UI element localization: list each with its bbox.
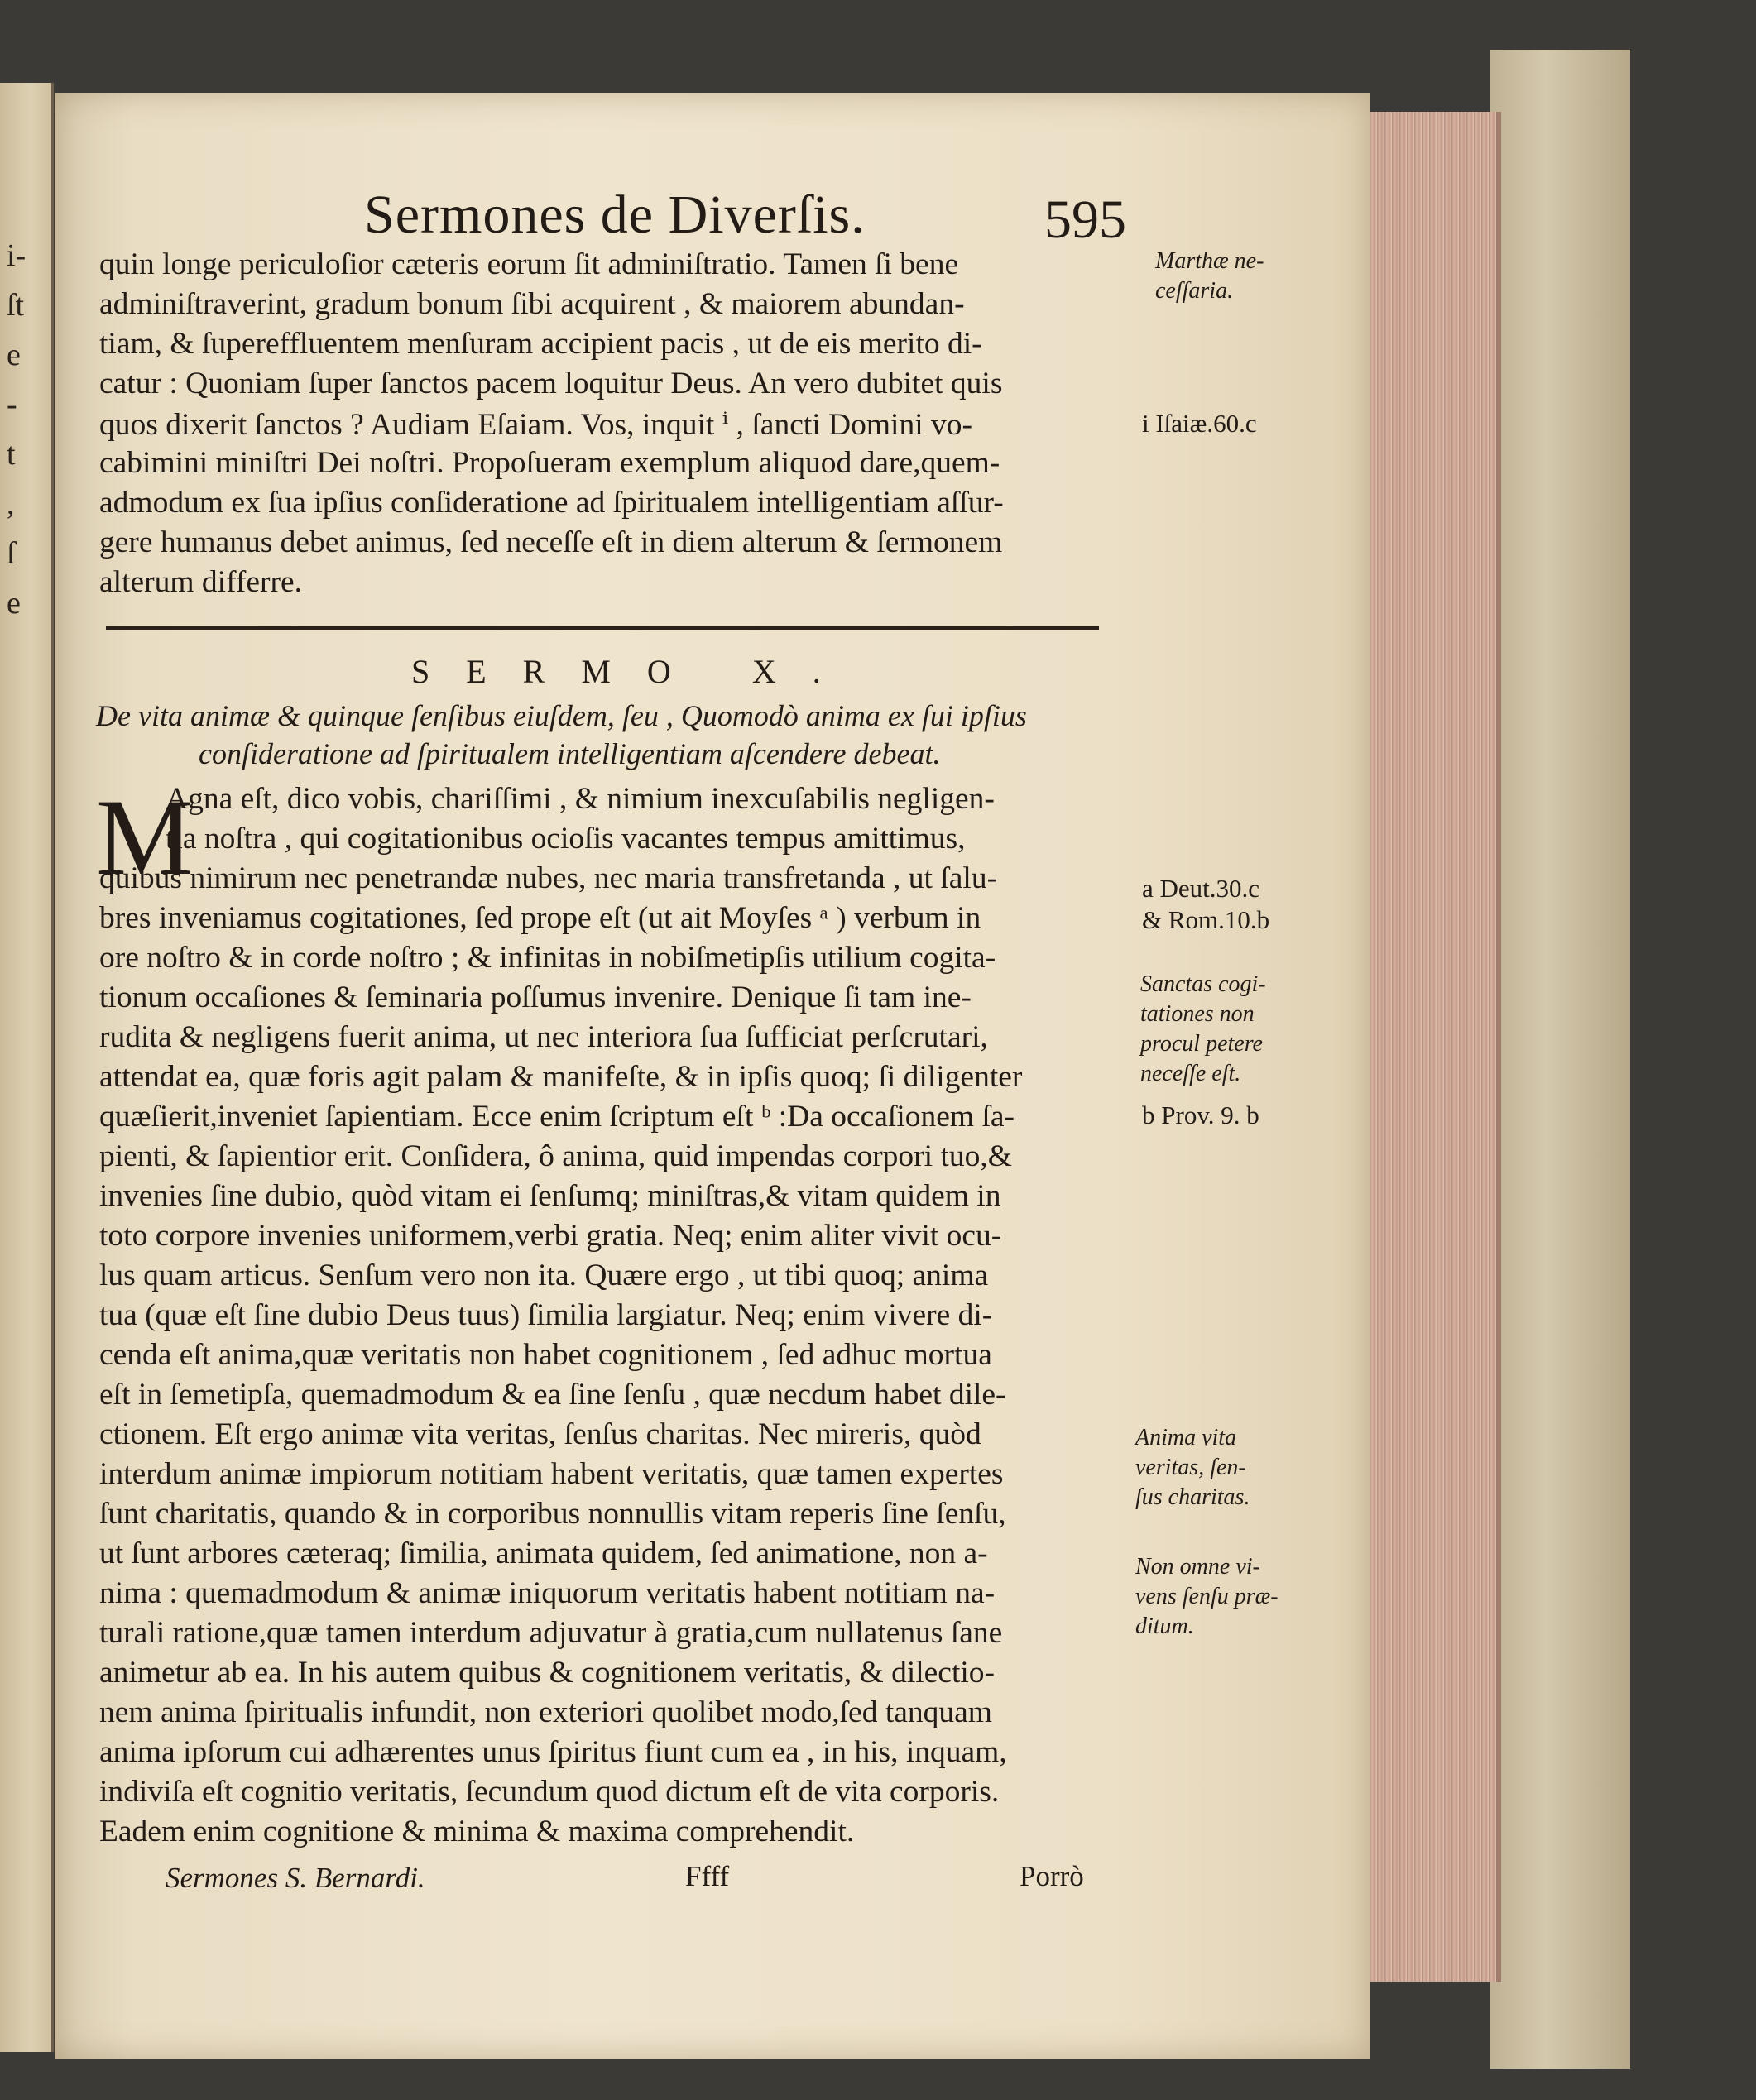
text-line: eſt in ſemetipſa, quemadmodum & ea ſine ſenſu , quæ necdum habet dile- bbox=[99, 1378, 1006, 1412]
text-line: cenda eſt anima,quæ veritatis non habet cognitionem , ſed adhuc mortua bbox=[99, 1338, 992, 1372]
margin-note: Non omne vi- bbox=[1135, 1554, 1260, 1580]
text-line: invenies ſine dubio, quòd vitam ei ſenſumq; miniſtras,& vitam quidem in bbox=[99, 1179, 1001, 1213]
margin-note: Sanctas cogi- bbox=[1140, 971, 1266, 997]
left-fragment: - bbox=[7, 387, 17, 422]
section-rule bbox=[106, 626, 1099, 630]
text-line: tiam, & ſupereffluentem menſuram accipient pacis , ut de eis merito di- bbox=[99, 327, 982, 361]
running-title: Sermones de Diverſis. bbox=[364, 185, 866, 245]
text-line: indiviſa eſt cognitio veritatis, ſecundum quod dictum eſt de vita corporis. bbox=[99, 1775, 1000, 1809]
text-line: quibus nimirum nec penetrandæ nubes, nec maria transfretanda , ut ſalu- bbox=[99, 861, 998, 895]
text-line: ſunt charitatis, quando & in corporibus nonnullis vitam reperis ſine ſenſu, bbox=[99, 1497, 1006, 1531]
left-fragment: ſ bbox=[7, 536, 16, 571]
text-line: bres inveniamus cogitationes, ſed prope eſt (ut ait Moyſes ᵃ ) verbum in bbox=[99, 901, 981, 935]
text-line: alterum differre. bbox=[99, 565, 303, 599]
text-line: adminiſtraverint, gradum bonum ſibi acquirent , & maiorem abundan- bbox=[99, 287, 965, 321]
text-line: lus quam articus. Senſum vero non ita. Quære ergo , ut tibi quoq; anima bbox=[99, 1259, 989, 1292]
margin-note: procul petere bbox=[1140, 1031, 1263, 1057]
text-line: catur : Quoniam ſuper ſanctos pacem loquitur Deus. An vero dubitet quis bbox=[99, 367, 1003, 400]
signature-mark: Ffff bbox=[685, 1860, 730, 1892]
drop-cap-initial: M bbox=[96, 776, 194, 898]
left-fragment: ſt bbox=[7, 288, 25, 323]
left-fragment: t bbox=[7, 437, 16, 472]
left-fragment: i- bbox=[7, 238, 26, 273]
text-line: tionum occaſiones & ſeminaria poſſumus invenire. Denique ſi tam ine- bbox=[99, 980, 972, 1014]
text-line: gere humanus debet animus, ſed neceſſe eſt in diem alterum & ſermonem bbox=[99, 525, 1003, 559]
text-line: animetur ab ea. In his autem quibus & cognitionem veritatis, & dilectio- bbox=[99, 1656, 996, 1690]
margin-note: neceſſe eſt. bbox=[1140, 1061, 1241, 1086]
page-number: 595 bbox=[1044, 189, 1126, 250]
margin-note: ſus charitas. bbox=[1135, 1484, 1250, 1510]
margin-reference: & Rom.10.b bbox=[1142, 905, 1270, 934]
text-line: tua (quæ eſt ſine dubio Deus tuus) ſimilia largiatur. Neq; enim vivere di- bbox=[99, 1298, 993, 1332]
footer-source: Sermones S. Bernardi. bbox=[166, 1862, 425, 1894]
text-line: Agna eſt, dico vobis, chariſſimi , & nimium inexcuſabilis negligen- bbox=[166, 782, 995, 816]
margin-note: Marthæ ne- bbox=[1155, 248, 1264, 274]
left-fragment: e bbox=[7, 338, 21, 372]
margin-note: veritas, ſen- bbox=[1135, 1455, 1246, 1480]
text-line: Eadem enim cognitione & minima & maxima comprehendit. bbox=[99, 1815, 855, 1848]
sermon-heading: SERMO X. bbox=[411, 653, 857, 690]
text-line: nima : quemadmodum & animæ iniquorum veritatis habent notitiam na- bbox=[99, 1576, 996, 1610]
text-line: toto corpore invenies uniformem,verbi gratia. Neq; enim aliter vivit ocu- bbox=[99, 1219, 1002, 1253]
text-line: turali ratione,quæ tamen interdum adjuvatur à gratia,cum nullatenus ſane bbox=[99, 1616, 1003, 1650]
text-line: interdum animæ impiorum notitiam habent veritatis, quæ tamen expertes bbox=[99, 1457, 1004, 1491]
left-fragment: e bbox=[7, 586, 21, 621]
text-line: quæſierit,inveniet ſapientiam. Ecce enim ſcriptum eſt ᵇ :Da occaſionem ſa- bbox=[99, 1100, 1015, 1134]
text-line: pienti, & ſapientior erit. Conſidera, ô anima, quid impendas corpori tuo,& bbox=[99, 1139, 1012, 1173]
text-line: quin longe periculoſior cæteris eorum ſit adminiſtratio. Tamen ſi bene bbox=[99, 247, 959, 281]
text-line: admodum ex ſua ipſius conſideratione ad ſpiritualem intelligentiam aſſur- bbox=[99, 486, 1004, 520]
margin-reference: i Iſaiæ.60.c bbox=[1142, 409, 1257, 438]
book-cover bbox=[1490, 50, 1630, 2069]
sermon-subtitle: De vita animæ & quinque ſenſibus eiuſdem, ſeu , Quomodò anima ex ſui ipſius bbox=[96, 699, 1027, 732]
text-line: ut ſunt arbores cæteraq; ſimilia, animata quidem, ſed animatione, non a- bbox=[99, 1537, 988, 1570]
text-line: attendat ea, quæ foris agit palam & manifeſte, & in ipſis quoq; ſi diligenter bbox=[99, 1060, 1023, 1094]
catchword: Porrò bbox=[1020, 1860, 1084, 1892]
margin-note: tationes non bbox=[1140, 1001, 1255, 1027]
margin-reference: b Prov. 9. b bbox=[1142, 1100, 1259, 1129]
text-line: ore noſtro & in corde noſtro ; & infinitas in nobiſmetipſis utilium cogita- bbox=[99, 941, 996, 975]
sermon-subtitle: conſideratione ad ſpiritualem intelligentiam aſcendere debeat. bbox=[199, 737, 941, 770]
margin-reference: a Deut.30.c bbox=[1142, 874, 1260, 903]
text-line: quos dixerit ſanctos ? Audiam Eſaiam. Vos, inquit ⁱ , ſancti Domini vo- bbox=[99, 408, 972, 442]
margin-note: Anima vita bbox=[1135, 1425, 1237, 1450]
text-line: ctionem. Eſt ergo animæ vita veritas, ſenſus charitas. Nec mireris, quòd bbox=[99, 1417, 981, 1451]
text-line: tia noſtra , qui cogitationibus ocioſis vacantes tempus amittimus, bbox=[166, 822, 966, 856]
margin-note: ceſſaria. bbox=[1155, 278, 1234, 304]
text-line: cabimini miniſtri Dei noſtri. Propoſueram exemplum aliquod dare,quem- bbox=[99, 446, 1000, 480]
left-fragment: , bbox=[7, 487, 15, 521]
margin-note: ditum. bbox=[1135, 1613, 1194, 1639]
text-line: anima ipſorum cui adhærentes unus ſpiritus fiunt cum ea , in his, inquam, bbox=[99, 1735, 1007, 1769]
text-line: rudita & negligens fuerit anima, ut nec interiora ſua ſufficiat perſcrutari, bbox=[99, 1020, 988, 1054]
text-line: nem anima ſpiritualis infundit, non exteriori quolibet modo,ſed tanquam bbox=[99, 1695, 992, 1729]
left-page-edge bbox=[0, 83, 54, 2052]
margin-note: vens ſenſu præ- bbox=[1135, 1584, 1279, 1609]
